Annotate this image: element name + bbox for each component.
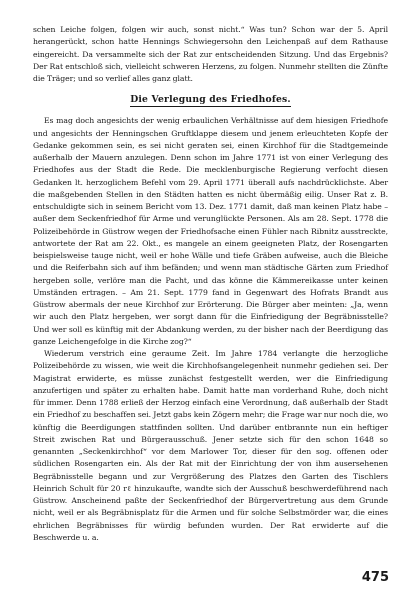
text-block <box>33 24 388 544</box>
paragraph-2: Wiederum verstrich eine geraume Zeit. Im Jahre 1784 verlangte die herzogliche Polizeibehörde zu wissen, wie weit die Kirchhofsangelegenheit nunmehr gediehen sei. Der Magistrat erwiderte, es müsse zunächst festgestellt werden, wer die Einfriedigung anzufertigen und später zu erhalten habe. Damit hatte man vorderhand Ruhe, doch nicht für immer. Denn 1788 erließ der Herzog einfach eine Verordnung, daß außerhalb der Stadt ein Friedhof zu beschaffen sei. Jetzt gabs kein Zögern mehr; die Frage war nur noch die, wo künftig die Beerdigungen stattfinden sollten. Und darüber entbrannte nun ein heftiger Streit zwischen Rat und Bürgerausschuß. Jener setzte sich für den schon 1648 so genannten „Seckenkirchhof“ vor dem Marlower Tor, dieser für den sog. offenen oder südlichen Rosengarten ein. Als der Rat mit der Einrichtung der von ihm ausersehenen Begräbnisstelle begann und zur Vergrößerung des Platzes den Garten des Tischlers Heinrich Schult für 20 rℓ hinzukaufte, wandte sich der Ausschuß beschwerdeführend nach Güstrow. Anscheinend paßte der Seckenfriedhof der Bürgervertretung aus dem Grunde nicht, weil er als Begräbnisplatz für die Armen und für solche Selbstmörder war, die eines ehrlichen Begräbnisses für würdig befunden wurden. Der Rat erwiderte auf die Beschwerde u. a. <box>33 349 388 542</box>
section-heading <box>33 85 388 115</box>
section-heading-text: Die Verlegung des Friedhofes. <box>130 94 291 106</box>
paragraph-1: Es mag doch angesichts der wenig erbaulichen Verhältnisse auf dem hiesigen Friedhofe und angesichts der Henningschen Gruftklappe diesem und jenem erleuchteten Kopfe der Gedanke gekommen sein, es sei nicht geraten sei, einen Kirchhof für die Stadtgemeinde außerhalb der Mauern anzulegen. Denn schon im Jahre 1771 ist von einer Verlegung des Friedhofes aus der Stadt die Rede. Die mecklenburgische Regierung verfocht diesen Gedanken lt. herzoglichem Befehl vom 29. April 1771 überall aufs nachdrücklichste. Aber die maßgebenden Stellen in den Städten hatten es nicht übermäßig eilig. Unser Rat z. B. entschuldigte sich in seinem Bericht vom 13. Dez. 1771 damit, daß man keinen Platz habe – außer dem Seckenfriedhof für Arme und verunglückte Personen. Als am 28. Sept. 1778 die Polizeibehörde in Güstrow wegen der Friedhofsache einen Fühler nach Ribnitz ausstreckte, antwortete der Rat am 22. Okt., es mangele an einem geeigneten Platz, der Rosengarten beispielsweise tauge nicht, weil er hohe Wälle und tiefe Gräben aufweise, auch die Bleiche und die Reiferbahn sich auf ihm befänden; und wenn man städtische Gärten zum Friedhof hergeben solle, verlöre man die Pacht, und das könne die Kämmereikasse unter keinen Umständen ertragen. – Am 21. Sept. 1779 fand in Gegenwart des Hofrats Brandt aus Güstrow abermals der neue Kirchhof zur Erörterung. Die Bürger aber meinten: „Ja, wenn wir auch den Platz hergeben, wer sorgt dann für die Einfriedigung der Begräbnisstelle? Und wer soll es künftig mit der Abdankung werden, zu der bisher nach der Beerdigung das ganze Leichengefolge in die Kirche zog?“ <box>33 116 388 346</box>
paragraph-continuation: schen Leiche folgen, folgen wir auch, sonst nicht.“ Was tun? Schon war der 5. April herangerückt, schon hatte Hennings Schwiegersohn den Leichenpaß auf dem Rathause eingereicht. Da versammelte sich der Rat zur entscheidenden Sitzung. Und das Ergebnis? Der Rat entschloß sich, vielleicht schweren Herzens, zu folgen. Nunmehr stellten die Zünfte die Träger; und so verlief alles ganz glatt. <box>33 25 388 83</box>
page-number: 475 <box>361 570 389 585</box>
